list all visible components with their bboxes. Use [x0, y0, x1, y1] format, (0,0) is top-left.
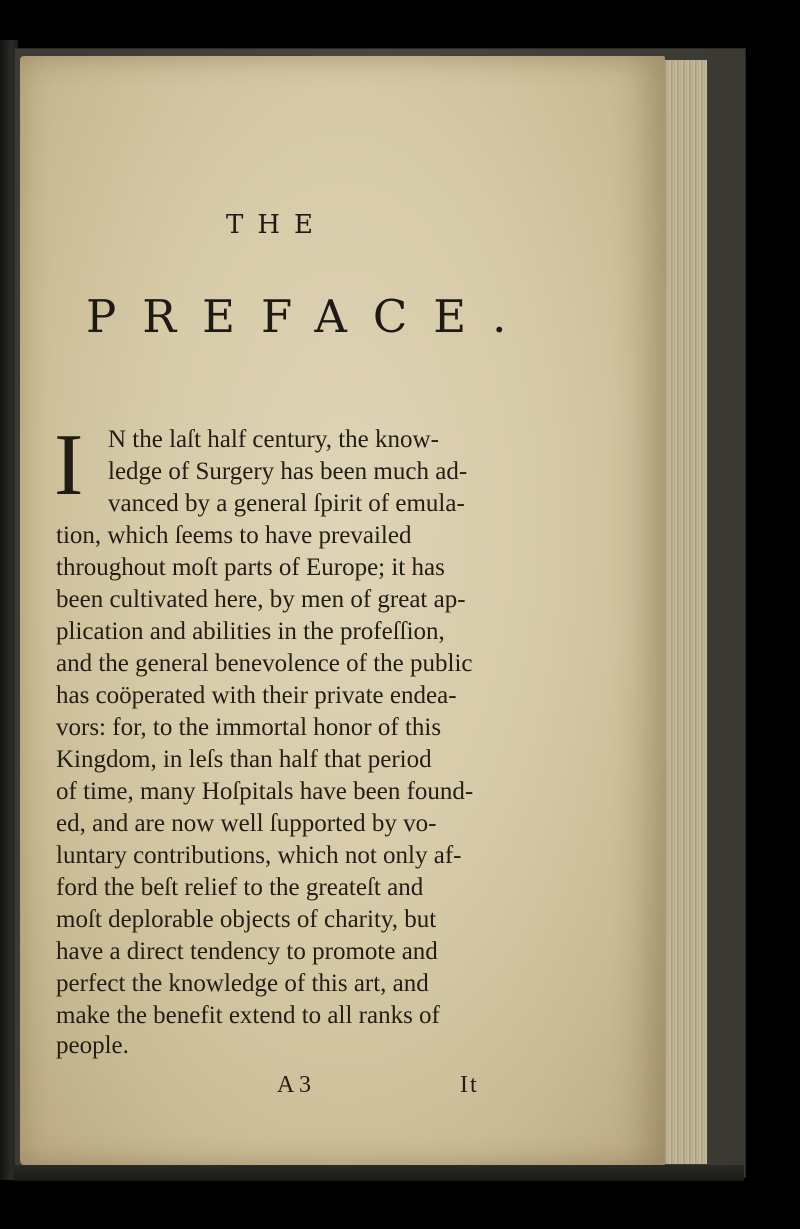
text-line-18: perfect the knowledge of this art, and [56, 970, 429, 997]
page-heading-small: THE [226, 210, 327, 240]
page-heading-large: PREFACE. [86, 290, 533, 343]
text-line-3: vanced by a general ſpirit of emula- [108, 490, 465, 517]
text-line-20: people. [56, 1032, 129, 1059]
text-line-8: and the general benevolence of the public [56, 650, 473, 677]
text-line-15: ford the beſt relief to the greateſt and [56, 874, 424, 901]
text-line-14: luntary contributions, which not only af- [56, 842, 462, 869]
text-line-9: has coöperated with their private endea- [56, 682, 457, 709]
text-line-12: of time, many Hoſpitals have been found- [56, 778, 474, 805]
text-line-4: tion, which ſeems to have prevailed [56, 522, 412, 549]
text-line-7: plication and abilities in the profeſſion, [56, 618, 445, 645]
text-line-2: ledge of Surgery has been much ad- [108, 458, 468, 485]
text-line-1: N the laſt half century, the know- [108, 426, 439, 453]
drop-cap: I [54, 417, 84, 514]
text-line-5: throughout moſt parts of Europe; it has [56, 554, 445, 581]
text-line-10: vors: for, to the immortal honor of this [56, 714, 442, 741]
text-line-11: Kingdom, in leſs than half that period [56, 746, 432, 773]
book-bottom-edge [14, 1165, 744, 1181]
text-line-17: have a direct tendency to promote and [56, 938, 438, 965]
signature-mark: A 3 [277, 1072, 312, 1098]
text-line-19: make the benefit extend to all ranks of [56, 1002, 440, 1029]
text-line-6: been cultivated here, by men of great ap- [56, 586, 466, 613]
text-line-16: moſt deplorable objects of charity, but [56, 906, 437, 933]
text-line-13: ed, and are now well ſupported by vo- [56, 810, 437, 837]
catchword: It [460, 1072, 479, 1098]
